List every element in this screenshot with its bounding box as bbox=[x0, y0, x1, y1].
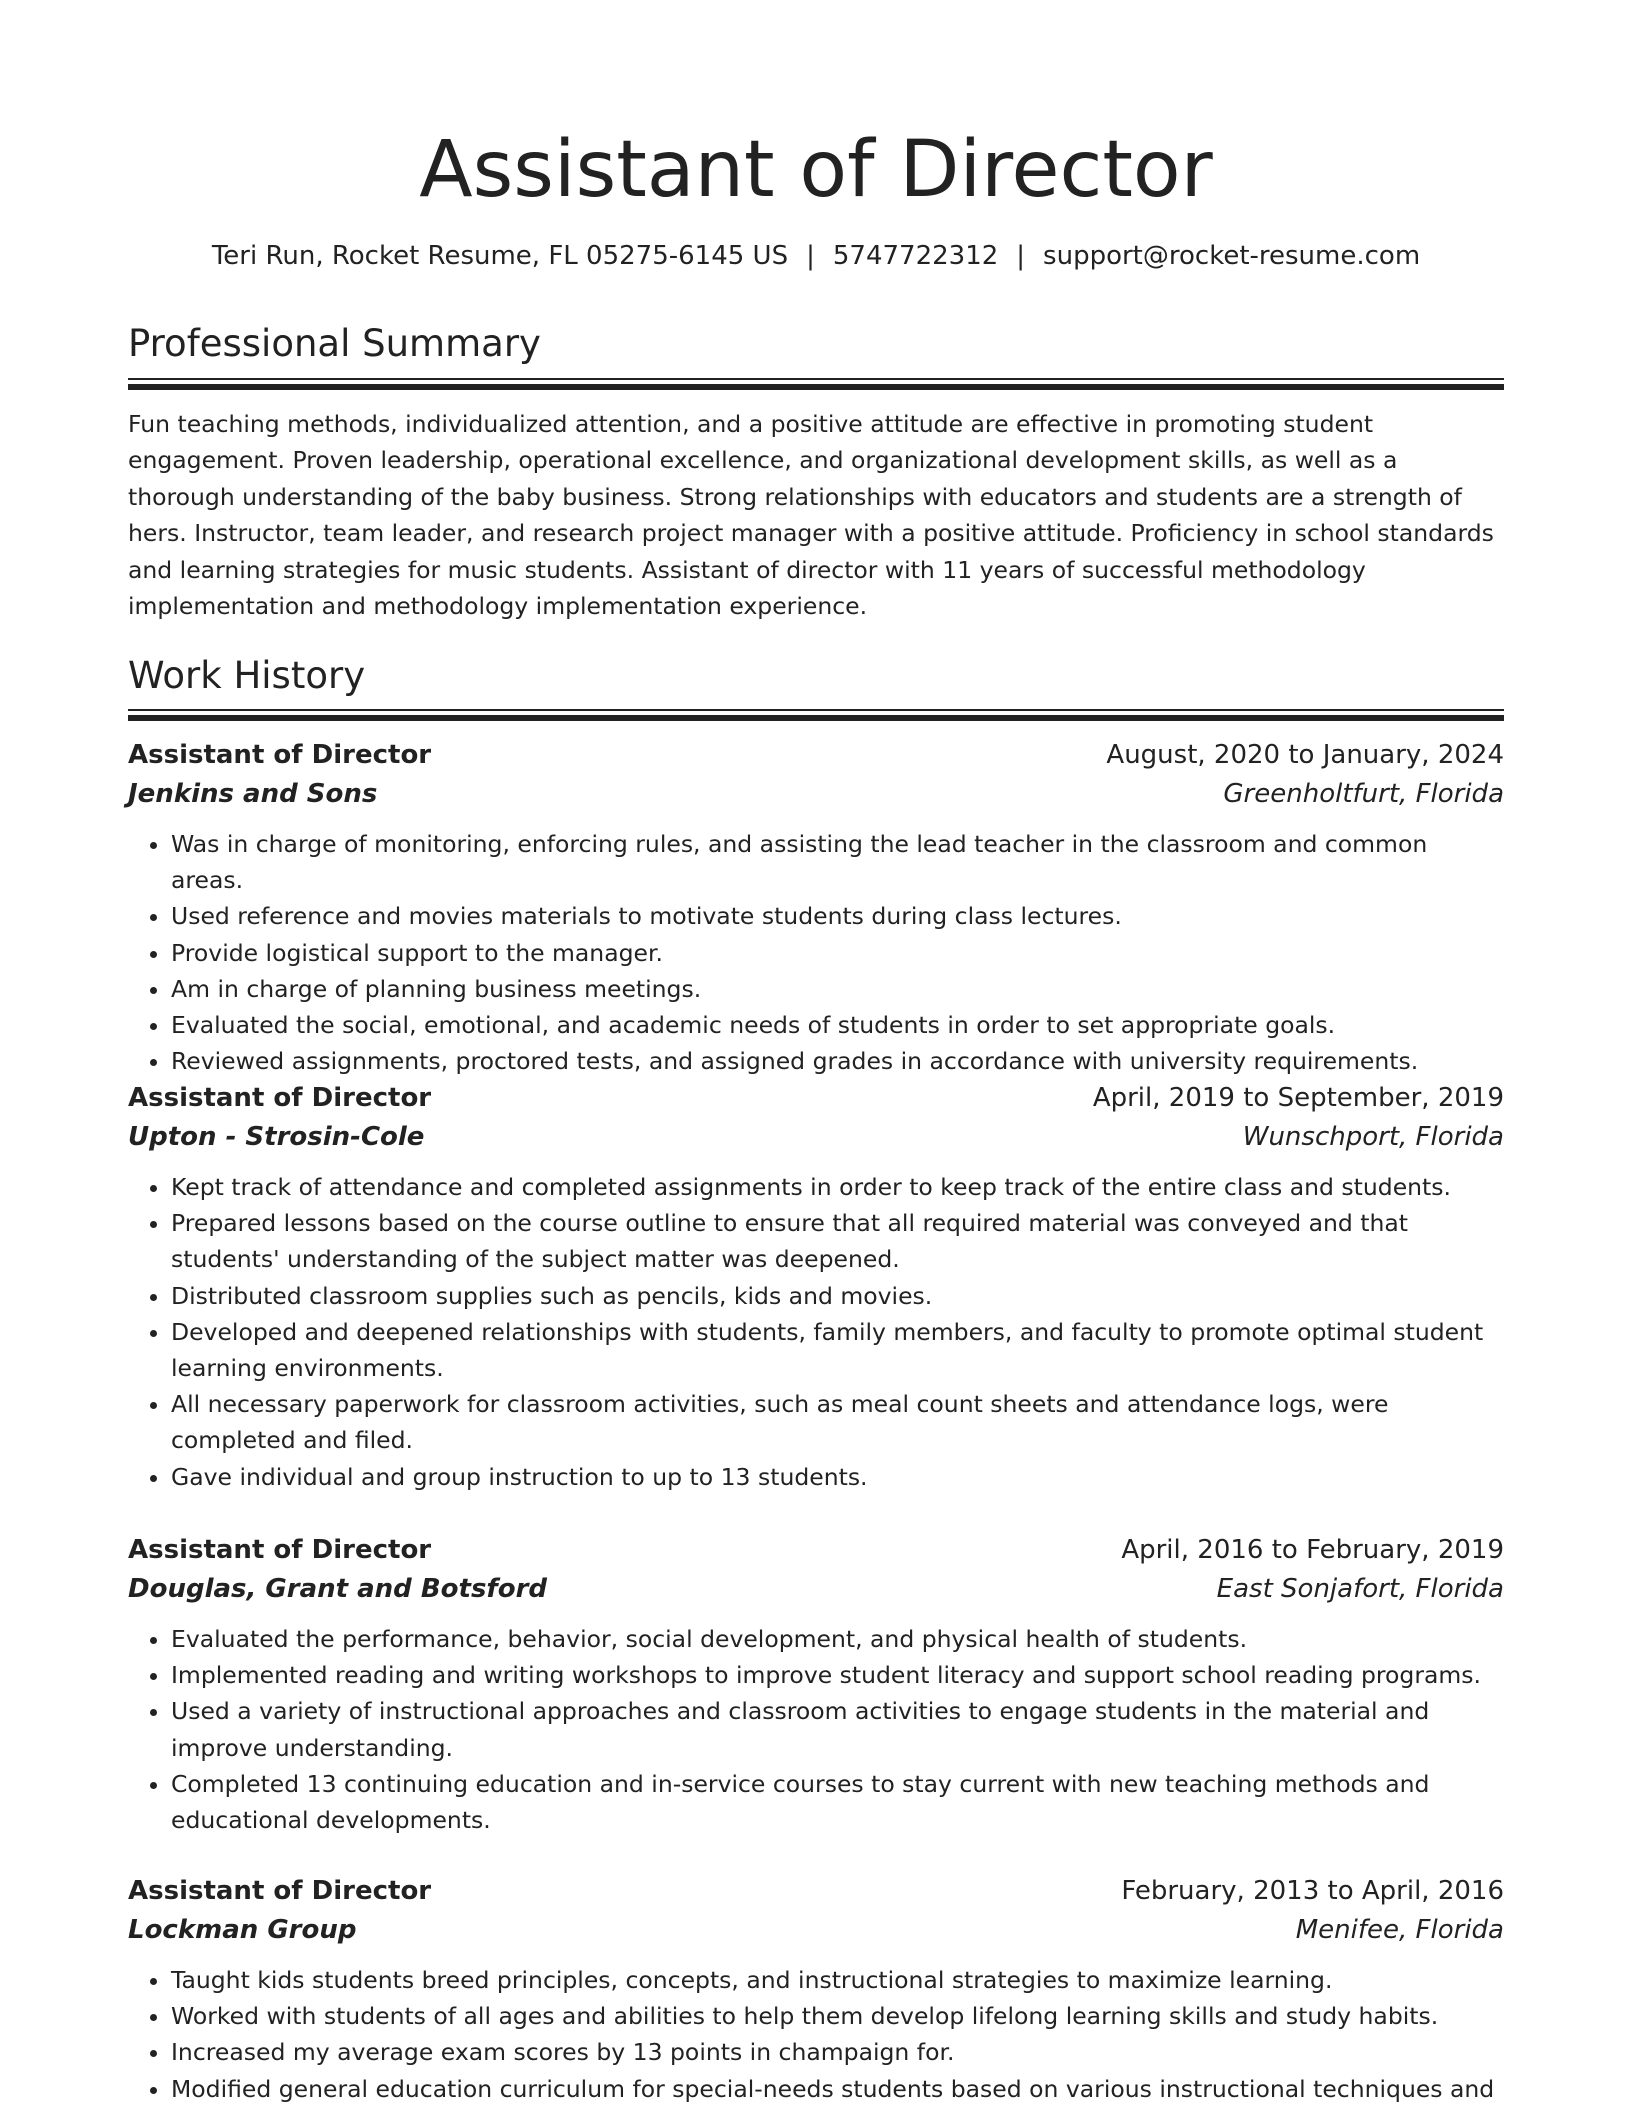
list-item: • Implemented reading and writing workshops to improve student literacy and support school reading programs. bbox=[171, 1657, 1504, 1693]
list-item: • Increased my average exam scores by 13 points in champaign for. bbox=[171, 2034, 1504, 2070]
job-bullets bbox=[128, 1621, 1504, 1838]
contact-separator: | bbox=[1016, 241, 1026, 271]
section-heading-summary: Professional Summary bbox=[128, 322, 541, 365]
job-location: Greenholtfurt, Florida bbox=[1223, 779, 1504, 809]
job-company: Douglas, Grant and Botsford bbox=[128, 1574, 548, 1604]
list-item: • Used reference and movies materials to motivate students during class lectures. bbox=[171, 898, 1504, 934]
job-location: East Sonjafort, Florida bbox=[1216, 1574, 1504, 1604]
job-title: Assistant of Director bbox=[128, 740, 432, 770]
list-item: • Evaluated the performance, behavior, social development, and physical health of students. bbox=[171, 1621, 1504, 1657]
list-item: • Prepared lessons based on the course outline to ensure that all required material was conveyed and that students' understanding of the subject matter was deepened. bbox=[171, 1205, 1504, 1277]
list-item: • Am in charge of planning business meetings. bbox=[171, 971, 1504, 1007]
job-location: Menifee, Florida bbox=[1295, 1915, 1504, 1945]
job-title: Assistant of Director bbox=[128, 1535, 432, 1565]
list-item: • Gave individual and group instruction to up to 13 students. bbox=[171, 1459, 1504, 1495]
list-item: • All necessary paperwork for classroom activities, such as meal count sheets and attendance logs, were completed and filed. bbox=[171, 1386, 1504, 1458]
email: support@rocket-resume.com bbox=[1043, 241, 1421, 271]
job-subheader bbox=[128, 1118, 1504, 1157]
list-item: • Completed 13 continuing education and in-service courses to stay current with new teaching methods and educational developments. bbox=[171, 1766, 1504, 1838]
list-item: • Evaluated the social, emotional, and academic needs of students in order to set appropriate goals. bbox=[171, 1007, 1504, 1043]
job-company: Upton - Strosin-Cole bbox=[128, 1122, 425, 1152]
job-dates: August, 2020 to January, 2024 bbox=[1106, 740, 1504, 770]
job-dates: April, 2016 to February, 2019 bbox=[1121, 1535, 1504, 1565]
list-item: • Worked with students of all ages and abilities to help them develop lifelong learning skills and study habits. bbox=[171, 1998, 1504, 2034]
job-location: Wunschport, Florida bbox=[1242, 1122, 1504, 1152]
list-item: • Was in charge of monitoring, enforcing rules, and assisting the lead teacher in the classroom and common areas. bbox=[171, 826, 1504, 898]
job-bullets bbox=[128, 826, 1504, 1079]
list-item: • Kept track of attendance and completed assignments in order to keep track of the entire class and students. bbox=[171, 1169, 1504, 1205]
job-header bbox=[128, 1872, 1504, 1911]
list-item: • Modified general education curriculum for special-needs students based on various instructional techniques and bbox=[171, 2071, 1504, 2107]
job-subheader bbox=[128, 1911, 1504, 1950]
list-item: • Developed and deepened relationships with students, family members, and faculty to promote optimal student learning environments. bbox=[171, 1314, 1504, 1386]
list-item: • Used a variety of instructional approaches and classroom activities to engage students in the material and improve understanding. bbox=[171, 1693, 1504, 1765]
list-item: • Reviewed assignments, proctored tests, and assigned grades in accordance with university requirements. bbox=[171, 1043, 1504, 1079]
job-title: Assistant of Director bbox=[128, 1083, 432, 1113]
job-bullets bbox=[128, 1169, 1504, 1495]
section-divider bbox=[128, 378, 1504, 390]
summary-text: Fun teaching methods, individualized attention, and a positive attitude are effective in promoting student engagement. Proven leadership, operational excellence, and organizational development skills, as well as a thorough understanding of the baby business. Strong relationships with educators and students are a strength of hers. Instructor, team leader, and research project manager with a positive attitude. Proficiency in school standards and learning strategies for music students. Assistant of director with 11 years of successful methodology implementation and methodology implementation experience. bbox=[128, 410, 1494, 621]
job-entry bbox=[128, 1531, 1504, 1835]
section-heading-work-history: Work History bbox=[128, 654, 366, 697]
job-subheader bbox=[128, 1570, 1504, 1609]
job-entry bbox=[128, 1079, 1504, 1491]
job-header bbox=[128, 1079, 1504, 1118]
job-header bbox=[128, 1531, 1504, 1570]
candidate-name: Assistant of Director bbox=[419, 125, 1213, 215]
section-divider bbox=[128, 709, 1504, 721]
job-entry bbox=[128, 736, 1504, 1076]
job-title: Assistant of Director bbox=[128, 1876, 432, 1906]
job-dates: April, 2019 to September, 2019 bbox=[1092, 1083, 1504, 1113]
job-dates: February, 2013 to April, 2016 bbox=[1121, 1876, 1504, 1906]
job-company: Jenkins and Sons bbox=[128, 779, 378, 809]
list-item: • Distributed classroom supplies such as pencils, kids and movies. bbox=[171, 1278, 1504, 1314]
job-entry bbox=[128, 1872, 1504, 2103]
phone: 5747722312 bbox=[832, 241, 999, 271]
job-company: Lockman Group bbox=[128, 1915, 357, 1945]
job-bullets bbox=[128, 1962, 1504, 2107]
contact-separator: | bbox=[806, 241, 815, 271]
contact-line bbox=[128, 238, 1504, 274]
job-header bbox=[128, 736, 1504, 775]
list-item: • Provide logistical support to the manager. bbox=[171, 935, 1504, 971]
job-subheader bbox=[128, 775, 1504, 814]
list-item: • Taught kids students breed principles, concepts, and instructional strategies to maximize learning. bbox=[171, 1962, 1504, 1998]
address: Teri Run, Rocket Resume, FL 05275-6145 US bbox=[211, 241, 789, 271]
